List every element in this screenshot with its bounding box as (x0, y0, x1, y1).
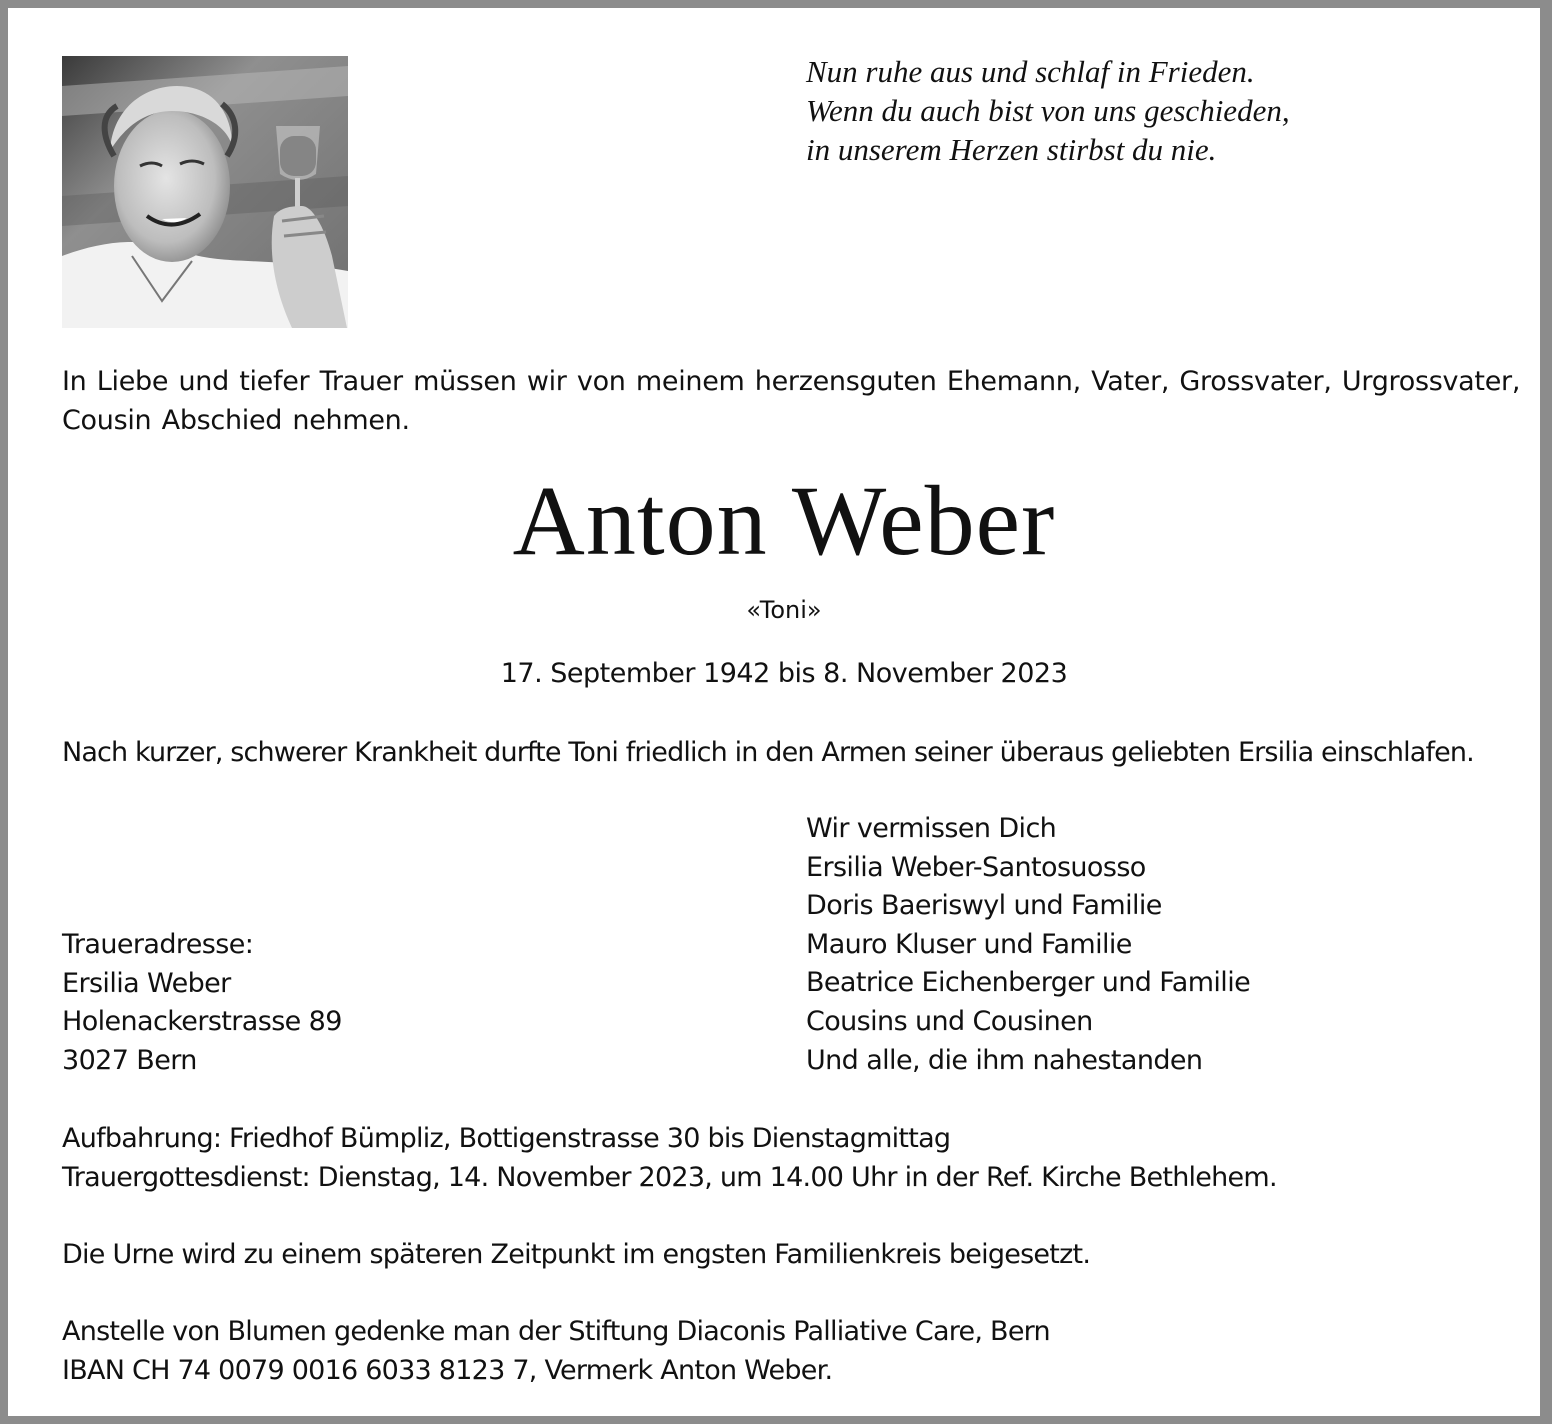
address-city: 3027 Bern (62, 1044, 197, 1076)
address-street: Holenackerstrasse 89 (62, 1006, 342, 1038)
address-label: Traueradresse: (62, 929, 254, 960)
passing-text: Nach kurzer, schwerer Krankheit durfte Toni friedlich in den Armen seiner überaus geliebten Ersilia einschlafen. (62, 737, 1474, 768)
mourner-line: Ersilia Weber-Santosuosso (806, 851, 1146, 883)
mourner-line: Doris Baeriswyl und Familie (806, 890, 1162, 922)
address-name: Ersilia Weber (62, 967, 231, 999)
portrait-photo (62, 56, 348, 328)
mourner-line: Wir vermissen Dich (806, 813, 1057, 844)
intro-line-2: Cousin Abschied nehmen. (62, 405, 410, 436)
donation-line-1: Anstelle von Blumen gedenke man der Stiftung Diaconis Palliative Care, Bern (62, 1316, 1050, 1347)
deceased-name: Anton Weber (512, 465, 1056, 576)
poem-line-3: in unserem Herzen stirbst du nie. (806, 132, 1217, 167)
poem-line-1: Nun ruhe aus und schlaf in Frieden. (806, 54, 1255, 89)
urn-text: Die Urne wird zu einem späteren Zeitpunkt im engsten Familienkreis beigesetzt. (62, 1239, 1091, 1270)
donation-line-2: IBAN CH 74 0079 0016 6033 8123 7, Vermerk Anton Weber. (62, 1354, 833, 1386)
deceased-nickname: «Toni» (746, 596, 822, 624)
service-line-2: Trauergottesdienst: Dienstag, 14. November 2023, um 14.00 Uhr in der Ref. Kirche Bethlehem. (62, 1161, 1277, 1193)
service-info (62, 1120, 1277, 1197)
intro-paragraph (62, 362, 1521, 440)
poem-line-2: Wenn du auch bist von uns geschieden, (806, 93, 1290, 128)
mourning-address (62, 926, 342, 1080)
service-line-1: Aufbahrung: Friedhof Bümpliz, Bottigenstrasse 30 bis Dienstagmittag (62, 1123, 951, 1154)
mourner-line: Mauro Kluser und Familie (806, 928, 1132, 960)
memorial-poem (806, 52, 1290, 169)
portrait-photo-icon (62, 56, 348, 328)
mourner-line: Und alle, die ihm nahestanden (806, 1044, 1203, 1076)
mourner-line: Cousins und Cousinen (806, 1005, 1093, 1037)
donation-info (62, 1313, 1050, 1390)
mourner-line: Beatrice Eichenberger und Familie (806, 967, 1251, 999)
mourners-list (806, 810, 1250, 1080)
intro-line-1: In Liebe und tiefer Trauer müssen wir von meinem herzensguten Ehemann, Vater, Grossvater, Urgrossvater, (62, 366, 1521, 397)
life-dates: 17. September 1942 bis 8. November 2023 (500, 658, 1068, 689)
